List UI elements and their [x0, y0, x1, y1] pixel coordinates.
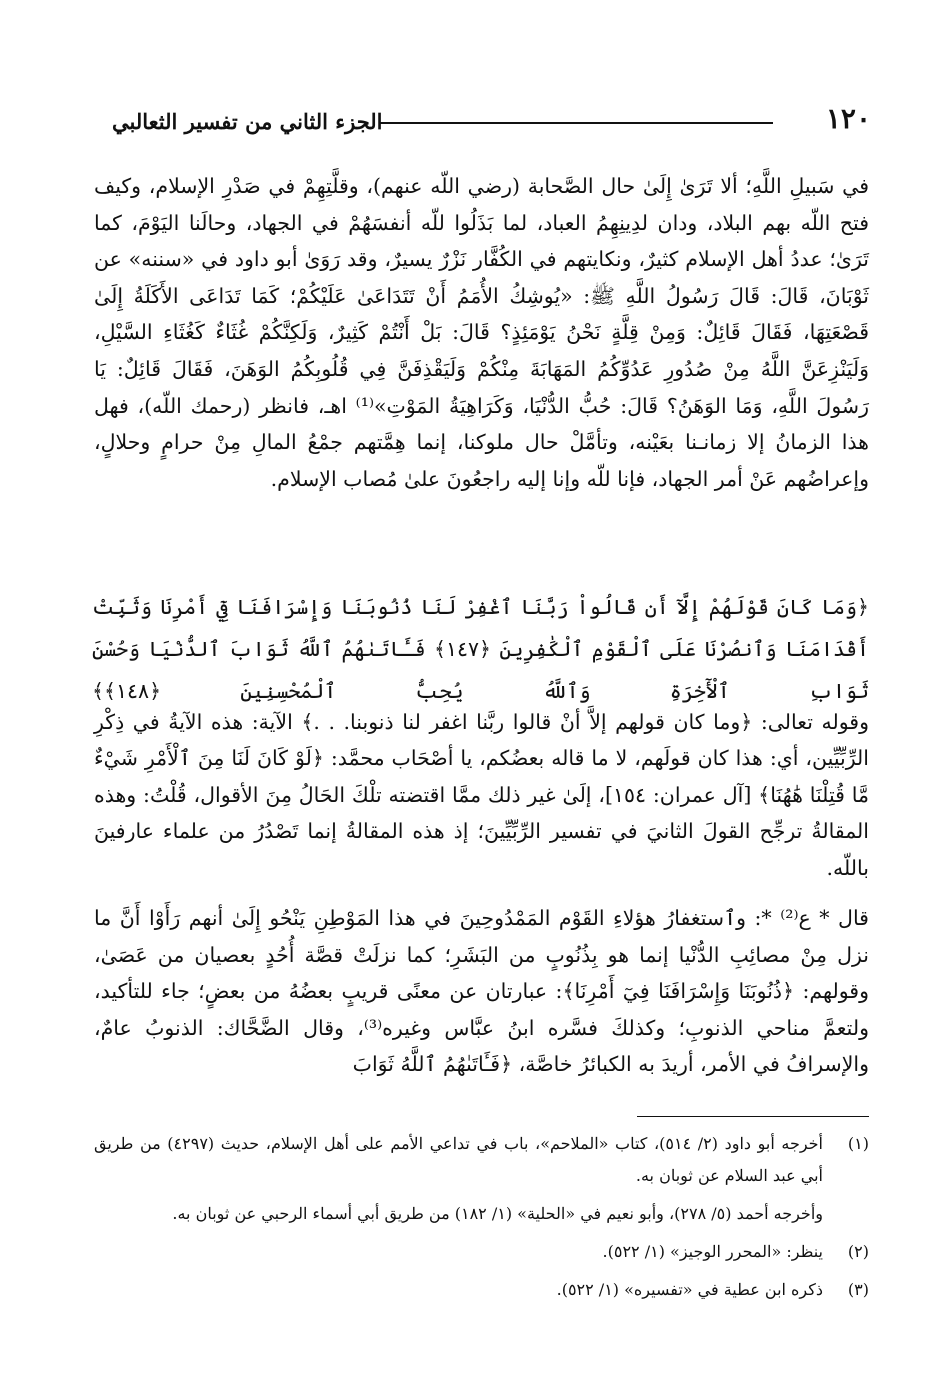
footnote-1-continuation [94, 1198, 869, 1230]
header-rule [380, 122, 773, 124]
footnote-text: ذكره ابن عطية في «تفسيره» (١/ ٥٢٢). [556, 1280, 823, 1299]
page-number: ١٢٠ [825, 102, 871, 135]
body-paragraph-2 [94, 704, 869, 886]
footnote-number: (٢) [847, 1242, 869, 1261]
header-title: الجزء الثاني من تفسير الثعالبي [112, 109, 383, 134]
footnote-text: ينظر: «المحرر الوجيز» (١/ ٥٢٢). [602, 1242, 823, 1261]
footnote-number: (١) [847, 1134, 869, 1153]
footnote-1 [94, 1128, 869, 1192]
quran-verse-text: ﴿وَمَا كَانَ قَوْلَهُمْ إِلَّآ أَن قَالُواْ رَبَّنَا ٱغْفِرْ لَنَا ذُنُوبَنَا وَإِسْرَافَنَا فِيٓ أَمْرِنَا وَثَبِّتْ أَقْدَامَنَا وَٱنصُرْنَا عَلَى ٱلْقَوْمِ ٱلْكَٰفِرِينَ ﴿١٤٧﴾ فَـَٔاتَىٰهُمُ ٱللَّهُ ثَوَابَ ٱلدُّنْيَا وَحُسْنَ ثَوَابِ ٱلْأٓخِرَةِ وَٱللَّهُ يُحِبُّ ٱلْمُحْسِنِينَ ﴿١٤٨﴾﴾ [92, 595, 870, 703]
footnote-number: (٣) [847, 1280, 869, 1299]
footnote-separator [637, 1116, 869, 1117]
footnote-2 [94, 1236, 869, 1268]
footnotes [94, 1128, 869, 1306]
running-header [112, 100, 871, 140]
body-paragraph-1 [94, 168, 869, 497]
paragraph-text: وقوله تعالى: ﴿وما كان قولهم إلاَّ أنْ قالوا ربَّنا اغفر لنا ذنوبنا. . .﴾ الآية: هذه الآيةُ في ذِكْرِ الرِّبِّيِّين، أي: هذا كان قولَهم، لا ما قاله بعضُكم، يا أصْحَاب محمَّد: ﴿لَوْ كَانَ لَنَا مِنَ ٱلْأَمْرِ شَيْءٌ مَّا قُتِلْنَا هَٰهُنَا﴾ [آل عمران: ١٥٤]، إلَىٰ غير ذلك ممَّا اقتضته تلْكَ الحَالُ مِنَ الأقوال، قُلْتُ: وهذه المقالةُ ترجِّح القولَ الثانيَ في تفسير الرِّبِّيِّينَ؛ إذ هذه المقالةُ إنما تَصْدُرُ من علماء عارفينَ باللّه. [94, 710, 869, 880]
body-paragraph-3 [94, 900, 869, 1083]
footnote-text: وأخرجه أحمد (٥/ ٢٧٨)، وأبو نعيم في «الحلية» (١/ ١٨٢) من طريق أبي أسماء الرحبي عن ثوبان به. [172, 1204, 823, 1223]
paragraph-text: في سَبيلِ اللَّهِ؛ ألا تَرَىٰ إِلَىٰ حال الصَّحابة (رضي اللّه عنهم)، وقلَّتِهِمْ في صَدْرِ الإسلام، وكيف فتح اللّه بهم البلاد، ودان لدِينِهِمُ العباد، لما بَذَلُوا للّه أنفسَهُمْ في الجهاد، وحالَنا اليَوْمَ، كما تَرَىٰ؛ عددُ أهل الإسلام كثيرٌ، ونكايتهم في الكُفَّار نَزْرٌ يسيرٌ، وقد رَوَىٰ أبو داود في «سننه» عن ثَوْبَانَ، قَالَ: قَالَ رَسُولُ اللَّهِ ﷺ: «يُوشِكُ الأُمَمُ أَنْ تَتَدَاعَىٰ عَلَيْكُمْ؛ كَمَا تَدَاعَى الأَكَلَةُ إِلَىٰ قَصْعَتِهَا، فَقَالَ قَائِلٌ: وَمِنْ قِلَّةٍ نَحْنُ يَوْمَئِذٍ؟ قَالَ: بَلْ أَنْتُمْ كَثِيرٌ، وَلَكِنَّكُمْ غُثَاءٌ كَغُثَاءِ السَّيْلِ، وَلَيَنْزِعَنَّ اللَّهُ مِنْ صُدُورِ عَدُوِّكُمُ المَهَابَةَ مِنْكُمْ وَلَيَقْذِفَنَّ فِي قُلُوبِكُمُ الوَهَنَ، فَقَالَ قَائِلٌ: يَا رَسُولَ اللَّهِ، وَمَا الوَهَنُ؟ قَالَ: حُبُّ الدُّنْيَا، وَكَرَاهِيَةُ المَوْتِ»⁽¹⁾ اهـ، فانظر (رحمك اللّه)، فهل هذا الزمانُ إلا زمانـنا بعَيْنه، وتأمَّلْ حال ملوكنا، إنما هِمَّتهم جمْعُ المالِ مِنْ حرامٍ وحلالٍ، وإعراضُهم عَنْ أمر الجهاد، فإنا للّه وإنا إليه راجعُونَ علىٰ مُصاب الإسلام. [94, 174, 869, 491]
paragraph-text: قال * ع⁽²⁾ *: وٱستغفارُ هؤلاءِ القَوْم المَمْدُوحِينَ في هذا المَوْطِنِ يَنْحُو إِلَىٰ أنهم رَأَوْا أَنَّ ما نزل مِنْ مصائِبِ الدُّنْيا إنما هو بِذُنُوبٍ من البَشَرِ؛ كما نزلَتْ قصَّة أُحُدٍ بعصيان من عَصَىٰ، وقولهم: ﴿ذُنُوبَنَا وَإِسْرَافَنَا فِيٓ أَمْرِنَا﴾: عبارتان عن معنًى قريبٍ بعضُهُ من بعضٍ؛ جاء للتأكيد، ولتعمَّ مناحي الذنوبِ؛ وكذلكَ فسَّره ابنُ عبَّاس وغيره⁽³⁾، وقال الضَّحَّاك: الذنوبُ عامٌ، والإسرافُ في الأمر، أريدَ به الكبائرُ خاصَّة، ﴿فَـَٔاتَىٰهُمُ ٱللَّهُ ثَوَابَ [94, 906, 869, 1077]
footnote-3 [94, 1274, 869, 1306]
quran-verse-block [92, 586, 869, 712]
footnote-text: أخرجه أبو داود (٢/ ٥١٤)، كتاب «الملاحم»، باب في تداعي الأمم على أهل الإسلام، حديث (٤٢٩٧) من طريق أبي عبد السلام عن ثوبان به. [94, 1134, 823, 1185]
